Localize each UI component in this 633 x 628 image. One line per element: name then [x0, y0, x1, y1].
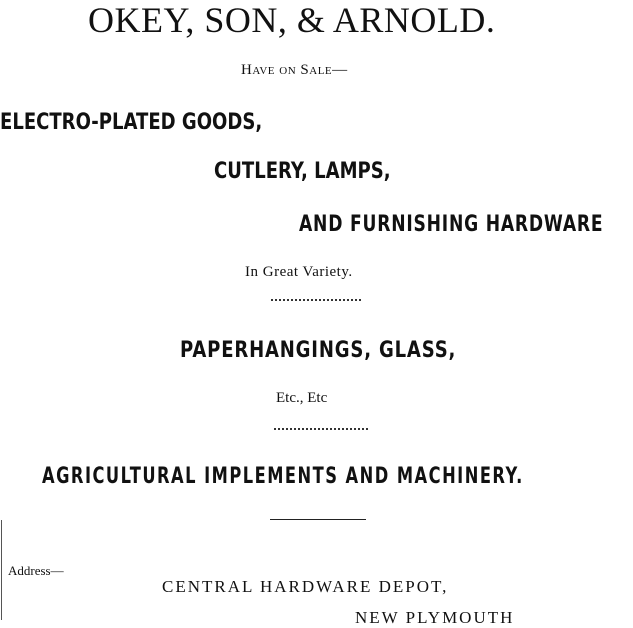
- etc-note: Etc., Etc: [276, 390, 328, 406]
- column-edge-line: [1, 520, 2, 620]
- items-line-paperhangings: PAPERHANGINGS, GLASS,: [180, 338, 457, 363]
- items-line-agricultural: AGRICULTURAL IMPLEMENTS AND MACHINERY.: [42, 464, 524, 489]
- address-label: Address—: [8, 563, 64, 578]
- intro-text: Have on Sale—: [241, 62, 348, 78]
- address-line-town: NEW PLYMOUTH: [355, 608, 515, 627]
- variety-note: In Great Variety.: [245, 264, 353, 280]
- items-line-hardware: AND FURNISHING HARDWARE: [299, 212, 604, 237]
- items-line-cutlery: CUTLERY, LAMPS,: [214, 159, 391, 184]
- divider-rule-1: [271, 299, 361, 301]
- divider-rule-2: [274, 428, 368, 430]
- divider-rule-3: [270, 519, 366, 520]
- items-line-electroplated: ELECTRO-PLATED GOODS,: [0, 110, 263, 135]
- firm-name: OKEY, SON, & ARNOLD.: [88, 0, 496, 40]
- address-line-depot: CENTRAL HARDWARE DEPOT,: [162, 577, 449, 596]
